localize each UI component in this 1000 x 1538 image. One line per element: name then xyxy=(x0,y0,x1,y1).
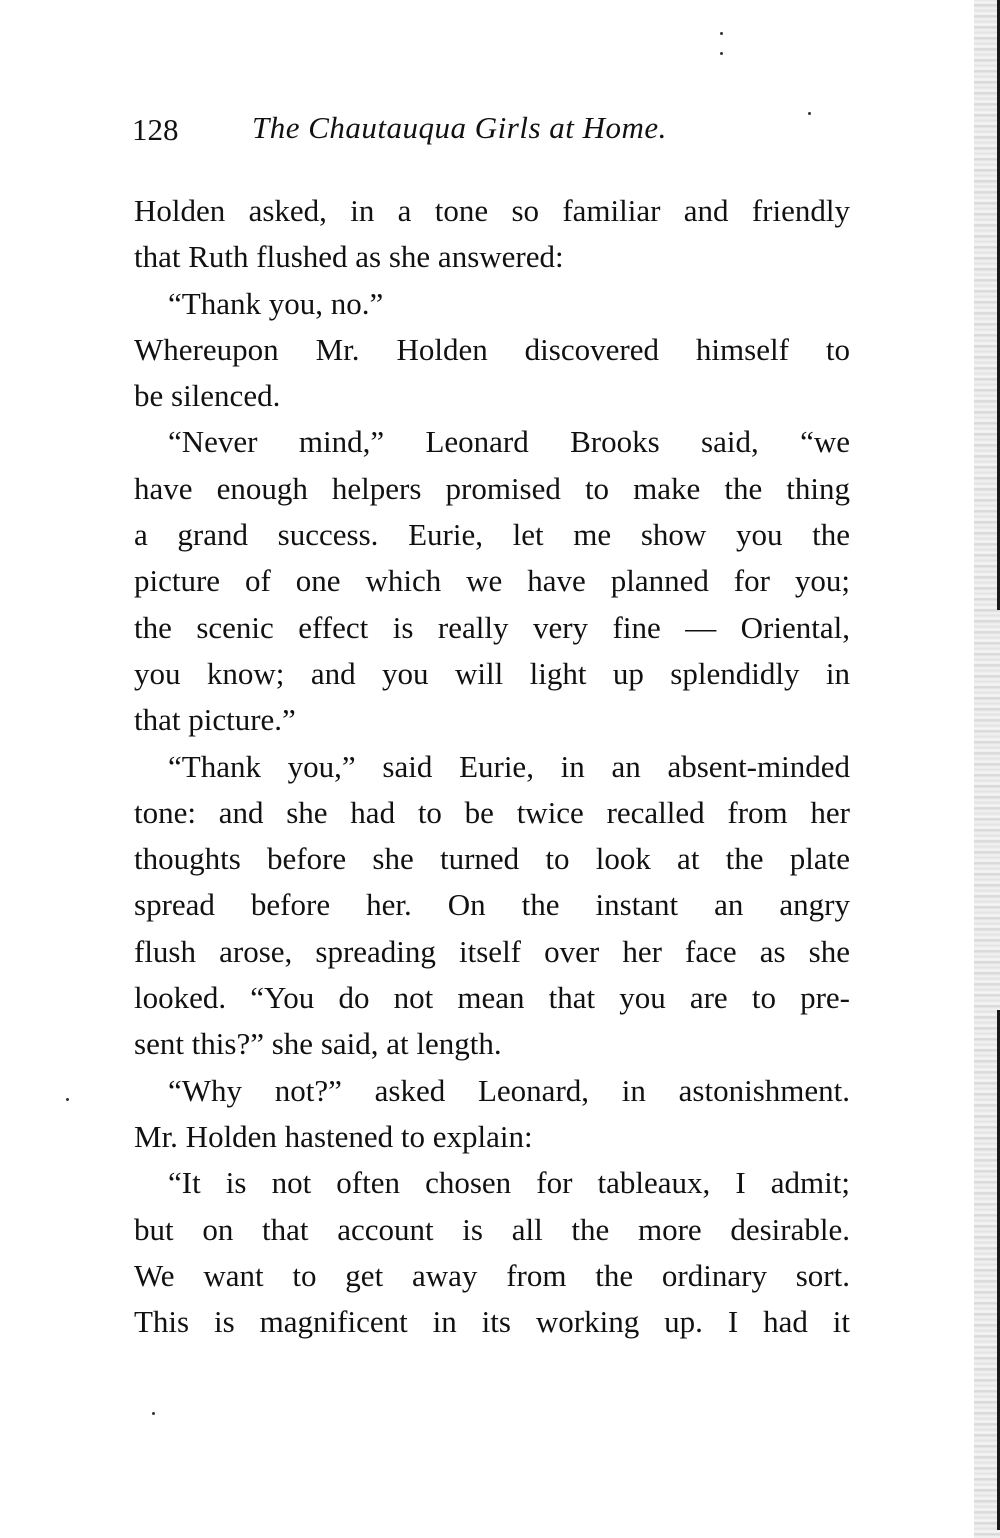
text-line: flush arose, spreading itself over her face as she xyxy=(134,933,850,969)
text-line: that picture.” xyxy=(134,702,296,738)
text-line: the scenic effect is really very fine — Oriental, xyxy=(134,609,850,645)
text-line: “Thank you,” said Eurie, in an absent-minded xyxy=(168,748,850,784)
print-speck xyxy=(66,1098,69,1101)
text-line: “Why not?” asked Leonard, in astonishment. xyxy=(168,1072,850,1108)
page-number: 128 xyxy=(132,112,179,147)
text-line: that Ruth flushed as she answered: xyxy=(134,239,564,275)
text-line: tone: and she had to be twice recalled from her xyxy=(134,794,850,830)
text-line: sent this?” she said, at length. xyxy=(134,1026,502,1062)
print-speck xyxy=(720,52,723,55)
text-line: This is magnificent in its working up. I had it xyxy=(134,1304,850,1340)
body-text xyxy=(134,188,850,1345)
text-line: Whereupon Mr. Holden discovered himself to xyxy=(134,331,850,367)
text-line: Mr. Holden hastened to explain: xyxy=(134,1118,533,1154)
text-line: We want to get away from the ordinary sort. xyxy=(134,1257,850,1293)
text-line: “Never mind,” Leonard Brooks said, “we xyxy=(168,424,850,460)
text-line: looked. “You do not mean that you are to pre- xyxy=(134,980,850,1016)
running-title: The Chautauqua Girls at Home. xyxy=(252,110,667,145)
text-line: thoughts before she turned to look at the plate xyxy=(134,841,850,877)
running-head xyxy=(132,108,852,158)
text-line: “Thank you, no.” xyxy=(168,285,384,321)
text-line: picture of one which we have planned for you; xyxy=(134,563,850,599)
text-line: have enough helpers promised to make the thing xyxy=(134,470,850,506)
text-line: “It is not often chosen for tableaux, I admit; xyxy=(168,1165,850,1201)
text-line: spread before her. On the instant an angry xyxy=(134,887,850,923)
text-line: Holden asked, in a tone so familiar and friendly xyxy=(134,193,850,228)
print-speck xyxy=(720,32,723,35)
text-line: you know; and you will light up splendidly in xyxy=(134,655,850,691)
print-speck xyxy=(152,1412,155,1415)
text-line: be silenced. xyxy=(134,378,281,414)
text-line: but on that account is all the more desirable. xyxy=(134,1211,850,1247)
text-line: a grand success. Eurie, let me show you the xyxy=(134,517,850,553)
